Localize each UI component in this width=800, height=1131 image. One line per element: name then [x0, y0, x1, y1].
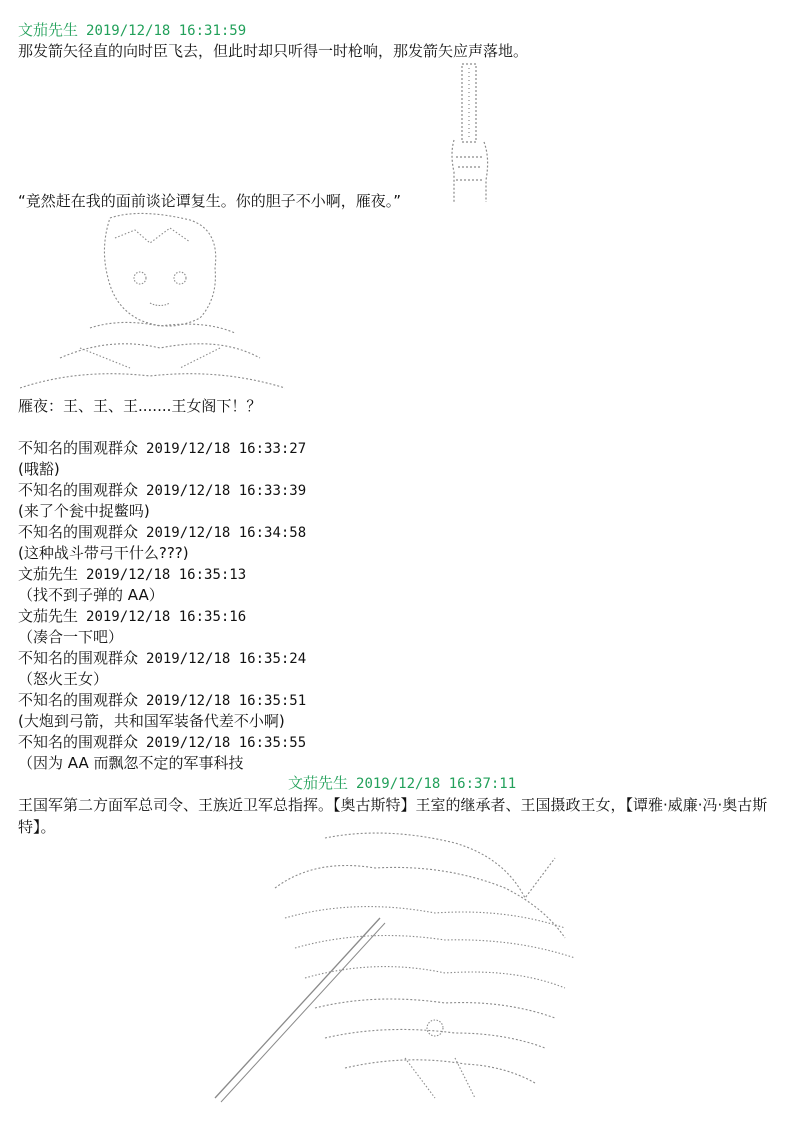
- post-author: 不知名的围观群众: [18, 649, 139, 667]
- post-author: 文茄先生: [18, 565, 79, 583]
- ascii-art-gun: [440, 62, 500, 207]
- post-time: 2019/12/18 16:33:39: [146, 483, 307, 499]
- post-text: (来了个瓮中捉鳖吗): [18, 502, 150, 520]
- post-author: 不知名的围观群众: [18, 481, 139, 499]
- post-header-3: [18, 480, 306, 501]
- post-header-1: [18, 20, 246, 41]
- post-author: 文茄先生: [18, 607, 79, 625]
- post-text: （凑合一下吧）: [18, 628, 124, 646]
- post-time: 2019/12/18 16:31:59: [86, 23, 247, 39]
- post-time: 2019/12/18 16:35:51: [146, 693, 307, 709]
- post-header-6: [18, 606, 246, 627]
- post-header-7: [18, 648, 306, 669]
- post-header-8: [18, 690, 306, 711]
- post-time: 2019/12/18 16:35:16: [86, 609, 247, 625]
- post-time: 2019/12/18 16:35:24: [146, 651, 307, 667]
- post-header-5: [18, 564, 246, 585]
- post-time: 2019/12/18 16:35:13: [86, 567, 247, 583]
- post-author: 不知名的围观群众: [18, 691, 139, 709]
- quote-text: “竟然赶在我的面前谈论谭复生。你的胆子不小啊，雁夜。”: [18, 192, 402, 210]
- post-text: 王国军第二方面军总司令、王族近卫军总指挥。【奥古斯特】王室的继承者、王国摄政王女，【谭雅·威廉·冯·奥古斯特】。: [18, 796, 768, 836]
- post-time: 2019/12/18 16:35:55: [146, 735, 307, 751]
- post-author: 不知名的围观群众: [18, 439, 139, 457]
- post-header-2: [18, 438, 306, 459]
- post-text: （找不到子弹的 AA）: [18, 586, 164, 604]
- ascii-art-princess: [205, 828, 585, 1108]
- post-text: （怒火王女）: [18, 670, 109, 688]
- post-time: 2019/12/18 16:33:27: [146, 441, 307, 457]
- ascii-art-character: [20, 208, 285, 393]
- post-text: （因为 AA 而飘忽不定的军事科技: [18, 754, 244, 772]
- post-text: (这种战斗带弓干什么???): [18, 544, 189, 562]
- post-time: 2019/12/18 16:34:58: [146, 525, 307, 541]
- post-author: 不知名的围观群众: [18, 733, 139, 751]
- post-time: 2019/12/18 16:37:11: [356, 776, 517, 792]
- post-text: (大炮到弓箭，共和国军装备代差不小啊): [18, 712, 285, 730]
- post-text: (哦豁): [18, 460, 60, 478]
- post-header-9: [18, 732, 306, 753]
- post-author: 文茄先生: [288, 774, 349, 792]
- reply-text: 雁夜：王、王、王.......王女阁下！？: [18, 397, 262, 415]
- post-author: 不知名的围观群众: [18, 523, 139, 541]
- post-header-10: [288, 773, 516, 794]
- post-author: 文茄先生: [18, 21, 79, 39]
- post-header-4: [18, 522, 306, 543]
- post-text: 那发箭矢径直的向时臣飞去，但此时却只听得一时枪响，那发箭矢应声落地。: [18, 42, 529, 60]
